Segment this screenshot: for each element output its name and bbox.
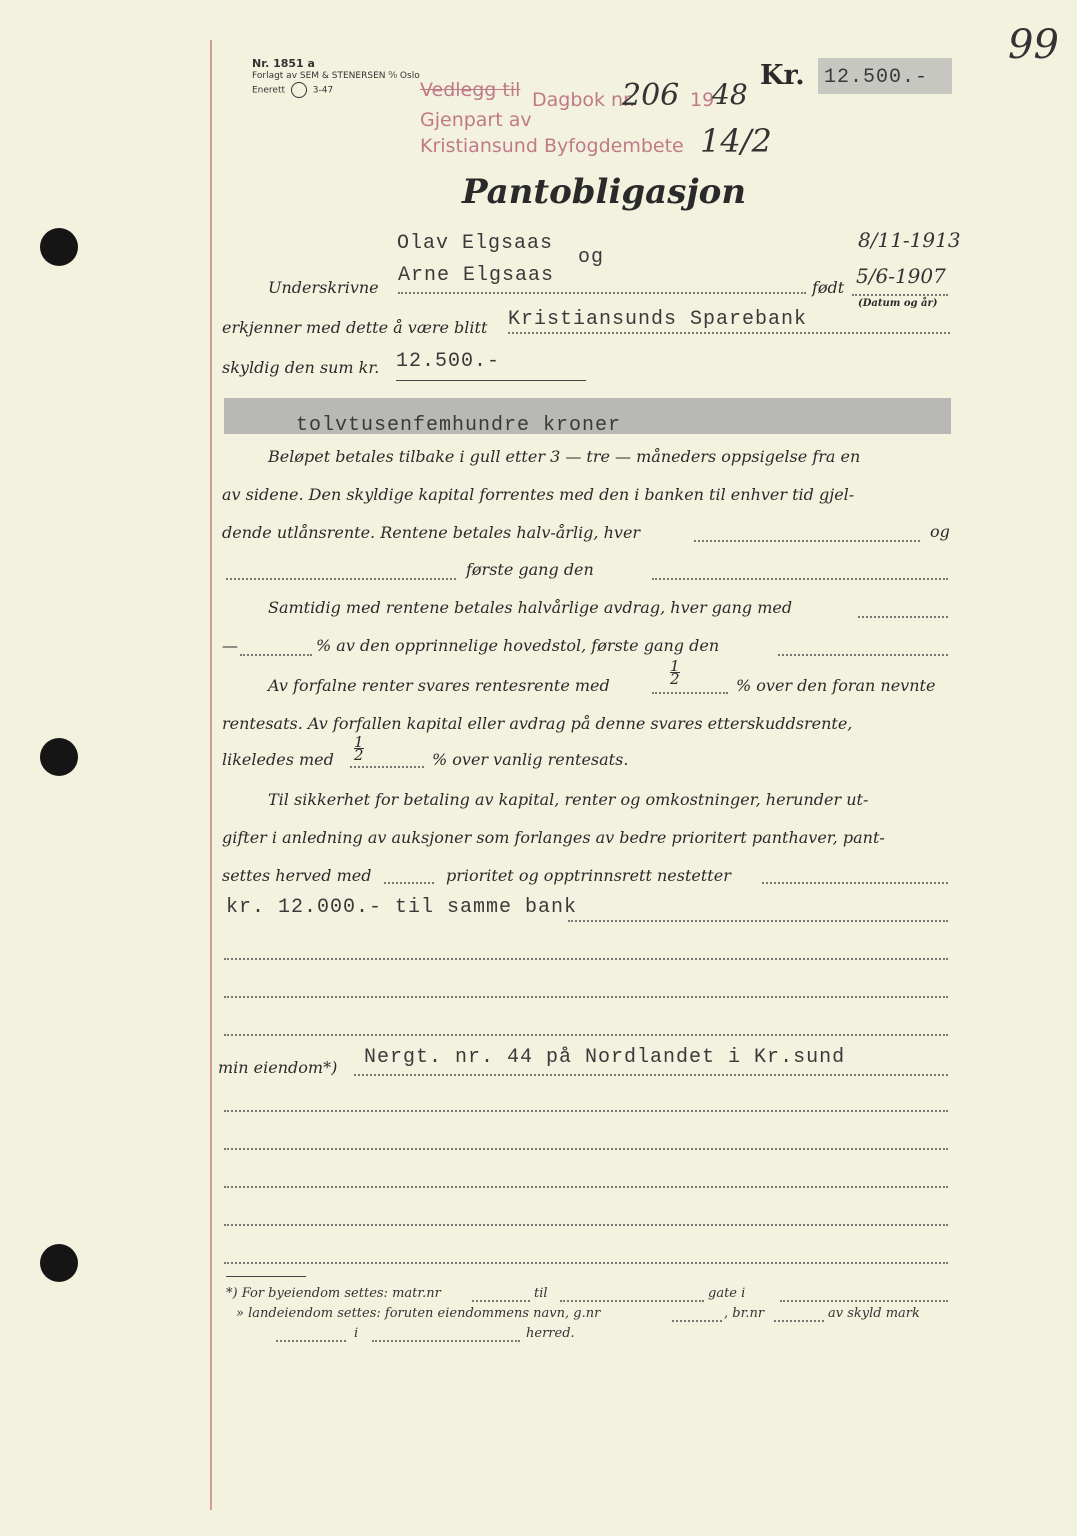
terms-p3-line2: rentesats. Av forfallen kapital eller avdrag på denne svares etterskuddsrente,	[222, 714, 853, 733]
sum-in-words: tolvtusenfemhundre kroner	[296, 414, 622, 437]
document-title: Pantobligasjon	[462, 172, 747, 212]
property-dots-1	[354, 1074, 948, 1076]
installment-date-dots	[778, 654, 948, 656]
footnote-dots-3	[780, 1300, 948, 1302]
overdue-rate-fraction	[354, 733, 364, 764]
property-dots-5	[224, 1224, 948, 1226]
publisher: Forlagt av SEM & STENERSEN ⁰⁄₀ Oslo	[252, 71, 420, 81]
property-dots-3	[224, 1148, 948, 1150]
terms-p3-line1b: % over den foran nevnte	[736, 676, 936, 695]
stamp-line2: Gjenpart av	[420, 109, 532, 131]
compound-rate-numerator: 1	[670, 657, 680, 675]
born-label: født	[812, 278, 845, 297]
sum-label: skyldig den sum kr.	[222, 358, 380, 377]
footnote-dots-6	[276, 1340, 346, 1342]
footnote-line3a: i	[354, 1326, 359, 1341]
terms-p1-line4: første gang den	[466, 560, 594, 579]
property-dots-2	[224, 1110, 948, 1112]
dob-hint: (Datum og år)	[858, 298, 938, 309]
terms-p4-line1: Til sikkerhet for betaling av kapital, renter og omkostninger, herunder ut-	[268, 790, 869, 809]
terms-p4-line2: gifter i anledning av auksjoner som forlanges av bedre prioritert panthaver, pant-	[222, 828, 885, 847]
printer-imprint	[252, 58, 420, 98]
debtor-name-1: Olav Elgsaas	[397, 232, 554, 255]
footnote-line1b: til	[534, 1286, 548, 1301]
stamp-dagbok-label: Dagbok nr.	[532, 89, 636, 111]
terms-p1-line2: av sidene. Den skyldige kapital forrentes med den i banken til enhver tid gjel-	[222, 485, 855, 504]
punch-hole-middle	[40, 738, 78, 776]
terms-p4-line3b: prioritet og opptrinnsrett nestetter	[446, 866, 731, 885]
footnote-line1a: *) For byeiendom settes: matr.nr	[226, 1286, 441, 1301]
prior-lien-value: kr. 12.000.- til samme bank	[226, 896, 578, 919]
prior-lien-dots-3	[224, 996, 948, 998]
terms-p1-line3-end: og	[930, 522, 950, 541]
footnote-dots-5	[774, 1320, 824, 1322]
stamp-year-prefix: 19	[690, 89, 715, 111]
amount-label: Kr.	[760, 60, 805, 91]
prior-lien-dots-4	[224, 1034, 948, 1036]
footnote-line3b: herred.	[526, 1326, 575, 1341]
percent-dots	[240, 654, 312, 656]
footnote-line1c: gate i	[708, 1286, 746, 1301]
footnote-rule	[226, 1276, 306, 1277]
terms-p2-dash: —	[222, 636, 238, 655]
priority-dots	[384, 882, 434, 884]
edition: 3-47	[312, 85, 334, 96]
terms-p4-line3a: settes herved med	[222, 866, 372, 885]
punch-hole-top	[40, 228, 78, 266]
terms-p2-line2: % av den opprinnelige hovedstol, første gang den	[316, 636, 720, 655]
footnote-dots-7	[372, 1340, 520, 1342]
stamp-line3: Kristiansund Byfogdembete	[420, 135, 684, 157]
debtor-name-2: Arne Elgsaas	[398, 264, 555, 287]
footnote-line2b: , br.nr	[724, 1306, 765, 1321]
publisher-seal-icon	[291, 82, 307, 98]
dob-1: 8/11-1913	[858, 228, 961, 252]
stamp-dagbok-number: 206	[622, 78, 680, 113]
terms-p1-line1: Beløpet betales tilbake i gull etter 3 — tre — måneders oppsigelse fra en	[268, 447, 861, 466]
footnote-dots-4	[672, 1320, 722, 1322]
terms-p3-line3b: % over vanlig rentesats.	[432, 750, 629, 769]
terms-p1-line3	[222, 514, 952, 552]
terms-p1-line3-text: dende utlånsrente. Rentene betales halv-årlig, hver	[222, 523, 641, 542]
terms-p2-line1: Samtidig med rentene betales halvårlige avdrag, hver gang med	[268, 598, 793, 617]
terms-p3-line3a: likeledes med	[222, 750, 334, 769]
rights: Enerett	[252, 85, 286, 96]
form-number: Nr. 1851 a	[252, 57, 315, 70]
page-number: 99	[1008, 22, 1059, 68]
first-date-dots-right	[652, 578, 948, 580]
terms-p1	[222, 438, 952, 552]
first-date-dots-left	[226, 578, 456, 580]
prior-lien-dots-2	[224, 958, 948, 960]
dob-dotted-line	[852, 294, 948, 296]
stamp-year-suffix: 48	[712, 78, 748, 111]
stamp-line1: Vedlegg til	[420, 79, 521, 101]
compound-rate-fraction	[670, 657, 680, 688]
overdue-rate-numerator: 1	[354, 733, 364, 751]
property-dots-4	[224, 1186, 948, 1188]
prior-lien-dots-1	[568, 920, 948, 922]
property-label: min eiendom*)	[218, 1058, 338, 1077]
stamp-date: 14/2	[700, 122, 772, 160]
creditor-label: erkjenner med dette å være blitt	[222, 318, 488, 337]
margin-line	[210, 40, 212, 1510]
footnote-dots-1	[472, 1300, 530, 1302]
punch-hole-bottom	[40, 1244, 78, 1282]
overdue-rate-dots	[350, 766, 424, 768]
terms-p3-line1a: Av forfalne renter svares rentesrente med	[268, 676, 610, 695]
debtor-dotted-line	[398, 292, 806, 294]
footnote-line2c: av skyld mark	[828, 1306, 920, 1321]
footnote-dots-2	[560, 1300, 704, 1302]
compound-rate-denominator: 2	[670, 670, 680, 688]
interest-period-dots	[694, 540, 920, 542]
undersigned-label: Underskrivne	[268, 278, 379, 297]
debtor-conjunction: og	[578, 246, 605, 269]
sum-underline	[396, 380, 586, 381]
footnote-line2a: » landeiendom settes: foruten eiendommens navn, g.nr	[236, 1306, 601, 1321]
overdue-rate-denominator: 2	[354, 746, 364, 764]
creditor-dotted-line	[508, 332, 950, 334]
compound-rate-dots	[652, 692, 728, 694]
creditor-value: Kristiansunds Sparebank	[508, 308, 808, 331]
prior-lien-dots-top	[762, 882, 948, 884]
amount-value: 12.500.-	[824, 66, 929, 89]
dob-2: 5/6-1907	[856, 264, 946, 288]
property-value: Nergt. nr. 44 på Nordlandet i Kr.sund	[364, 1046, 846, 1069]
sum-value: 12.500.-	[396, 350, 501, 373]
property-dots-6	[224, 1262, 948, 1264]
installment-dots	[858, 616, 948, 618]
